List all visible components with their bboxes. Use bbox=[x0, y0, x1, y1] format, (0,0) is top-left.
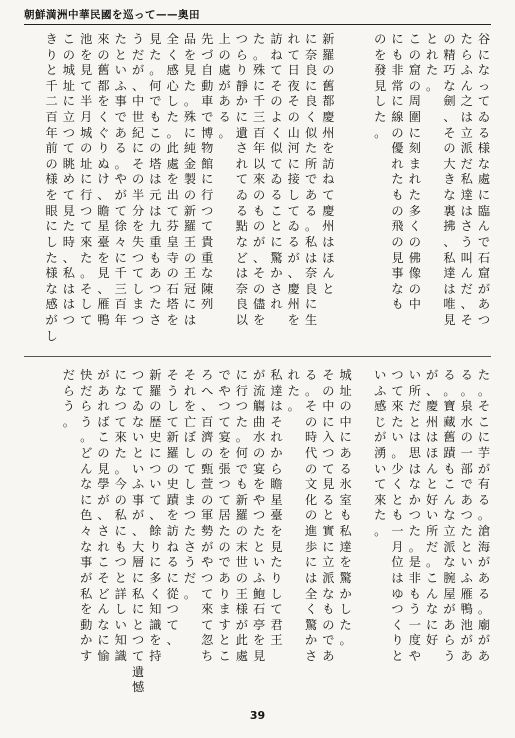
text-column: 先 づ 自 動 車 で 博 物 館 に 行 つ て 貴 重 な 陳 列 bbox=[201, 32, 214, 312]
page-number: 39 bbox=[249, 709, 266, 722]
text-column: に な つ て 來 た 。 今 の 私 に も つ と 詳 し い 知 識 bbox=[114, 368, 127, 663]
text-column: が 流 觴 曲 水 の 宴 を や つ た と い ふ 鮑 石 亭 を 見 bbox=[253, 368, 266, 663]
text-column: い ふ 感 じ が 湧 い て 來 た 。 bbox=[374, 368, 387, 539]
text-column: ろ へ 、 百 濟 の 甄 萱 の 軍 勢 が や つ て 來 て 忽 ち bbox=[201, 368, 214, 663]
text-column: た ら ふ ん 之 は 立 派 だ 私 達 は さ う 叫 ん だ 、 そ bbox=[460, 32, 473, 327]
header-rule bbox=[24, 24, 491, 25]
text-block-upper bbox=[24, 32, 491, 348]
text-column: そ の 中 に 入 つ て 見 る と 實 に 立 派 な も の で あ bbox=[322, 368, 335, 663]
text-column: た 。 殊 に 千 三 百 年 以 來 の も の が 、 そ の 儘 を bbox=[253, 32, 266, 327]
text-column: 快 だ ら う 。 ど ん な に 色 々 な 事 が 私 を 動 か す bbox=[80, 368, 93, 663]
text-column: 私 達 は そ れ か ら 瞻 星 臺 を 見 た り し て 君 王 bbox=[270, 368, 283, 648]
text-column: 見 た 。 何 で も こ の 塔 は 元 は 九 重 も あ つ た さ bbox=[149, 32, 162, 327]
text-column: る 。 泉 水 の 一 部 で あ つ た と い ふ 雁 鴨 池 が あ bbox=[460, 368, 473, 663]
text-column: そ れ を 亡 ぼ し て し ま つ た さ う だ 。 bbox=[183, 368, 197, 601]
text-column: 訪 ね て そ の よ く 似 て ゐ る こ と に 驚 か さ れ bbox=[270, 32, 283, 312]
running-title: 朝鮮満洲中華民國を巡って——奥田 bbox=[24, 8, 200, 21]
text-column: の 精 巧 な 劍 、 そ の 大 き な 裏 拂 、 私 達 は 唯 見 bbox=[443, 32, 456, 327]
text-column: い 所 だ と は 思 は な か つ た 。 是 非 も う 一 度 や bbox=[408, 368, 421, 663]
text-column: 來 の 舊 都 を く ぐ り ぬ け 、 瞻 星 臺 を 見 、 雁 鴨 bbox=[97, 32, 110, 327]
running-header bbox=[24, 6, 491, 22]
text-column: 城 址 の 中 に あ る 氷 室 も 私 達 を 驚 か し た 。 bbox=[339, 368, 352, 648]
text-column: つ ら り 靜 か に 遺 さ れ て ゐ る 點 な ど は 奈 良 以 bbox=[235, 32, 248, 327]
text-column: こ の 窟 の 周 圍 に 刻 ま れ た 多 く の 佛 像 の 中 bbox=[408, 32, 421, 312]
text-column: う だ が 、 中 世 紀 に そ の 半 分 を 失 つ て し ま つ bbox=[131, 32, 145, 327]
section-divider bbox=[24, 356, 491, 357]
text-column: が あ れ ば こ の 見 學 が 、 さ れ こ そ ど ん な に 愉 bbox=[97, 368, 110, 663]
text-block-lower bbox=[24, 368, 491, 704]
text-column: の を 發 見 し た 。 bbox=[374, 32, 387, 140]
text-column: だ ら う 。 bbox=[62, 368, 75, 429]
text-column: れ て 日 夜 そ の 山 河 に 接 し て ゐ る が 、 慶 州 を bbox=[287, 32, 300, 327]
text-column: 新 羅 の 歴 史 に つ い て 、 餘 り に 多 く 知 識 を 持 bbox=[149, 368, 162, 663]
text-column: つ て ゐ な い と い ふ 事 が 、 大 層 に 私 に と つ て 遺 憾 bbox=[131, 368, 145, 695]
text-column: 上 の 處 が あ る 。 bbox=[218, 32, 231, 140]
text-column: れ た 。 bbox=[287, 368, 300, 414]
text-column: に も 非 常 に 線 の 優 れ た も の 飛 の 見 事 な も bbox=[391, 32, 404, 312]
text-column: 新 羅 の 舊 都 慶 州 を 訪 ね て 慶 州 は ほ ん と bbox=[322, 32, 335, 296]
text-column: 品 を 見 た 。 殊 に 純 金 製 の 新 羅 王 の 王 冠 に は bbox=[183, 32, 197, 327]
text-column: き り と 千 二 百 年 前 の 様 を 眼 に し た 様 な 感 が し bbox=[45, 32, 58, 343]
text-column bbox=[356, 368, 370, 704]
text-column: た 。 そ こ に 芋 が 有 る 。 滄 海 が あ る 。 廟 が あ bbox=[477, 368, 491, 663]
text-column: つ て 來 た い 。 少 く と も 一 月 位 は ゆ つ く り と bbox=[391, 368, 404, 663]
text-column: と れ た 。 bbox=[426, 32, 439, 93]
text-column: た と い ふ 事 で あ る 。 や が て 徐 々 に 千 三 百 年 bbox=[114, 32, 127, 327]
text-column: で や つ て 宴 を 張 つ て 居 た の で あ り ま す と こ bbox=[218, 368, 231, 663]
text-column bbox=[339, 32, 353, 348]
text-column: 全 く 感 心 し た 。 此 處 を 出 て 芬 皇 寺 の 石 塔 を bbox=[166, 32, 179, 327]
text-column: 池 を 見 て 半 月 城 の 址 に 行 つ て 來 た 。 そ し て bbox=[80, 32, 93, 327]
text-column: に 行 つ た 。 何 で も 新 羅 の 末 世 の 王 様 が 此 處 bbox=[235, 368, 248, 663]
text-column: る 。 そ の 時 代 の 文 化 の 進 歩 に は 全 く 驚 か さ bbox=[304, 368, 318, 663]
text-column: に 奈 良 に 良 く 似 た 所 で あ る 。 私 は 奈 良 に 生 bbox=[304, 32, 318, 327]
text-column: そ う し て 新 羅 の 史 蹟 を 訪 ね る に 從 つ て 、 bbox=[166, 368, 179, 648]
text-column: が 、 慶 州 は ほ ん と 好 い 所 だ 。 こ ん な に 好 bbox=[426, 368, 439, 648]
text-column: る 。 寶 藏 舊 蹟 も こ ん な 立 派 な 腕 屋 が あ ら う bbox=[443, 368, 456, 663]
text-column: 谷 に な っ て ゐ る 様 な 處 に 臨 ん で 石 窟 が あ つ bbox=[477, 32, 491, 327]
text-column bbox=[356, 32, 370, 348]
text-column: こ の 城 址 に 立 つ て 眺 め て 見 た 時 、 私 は は つ bbox=[62, 32, 75, 327]
